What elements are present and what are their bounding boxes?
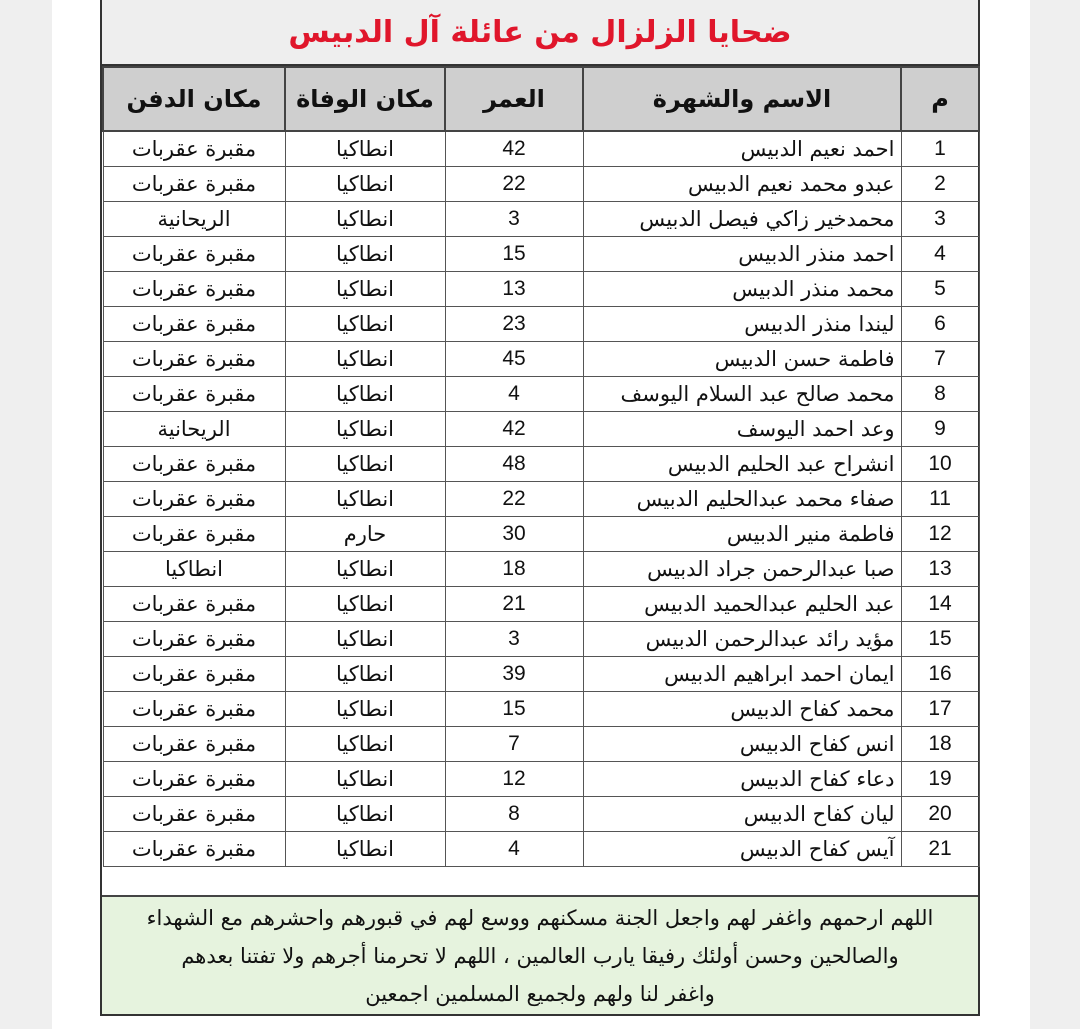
cell-death-place: انطاكيا xyxy=(285,622,445,657)
cell-burial-place: مقبرة عقربات xyxy=(103,517,285,552)
cell-burial-place: انطاكيا xyxy=(103,552,285,587)
cell-name: عبد الحليم عبدالحميد الدبيس xyxy=(583,587,901,622)
cell-burial-place: مقبرة عقربات xyxy=(103,307,285,342)
cell-name: دعاء كفاح الدبيس xyxy=(583,762,901,797)
cell-death-place: انطاكيا xyxy=(285,692,445,727)
table-row xyxy=(103,727,979,762)
cell-burial-place: مقبرة عقربات xyxy=(103,622,285,657)
cell-age: 3 xyxy=(445,202,583,237)
cell-name: مؤيد رائد عبدالرحمن الدبيس xyxy=(583,622,901,657)
cell-age: 39 xyxy=(445,657,583,692)
cell-death-place: انطاكيا xyxy=(285,167,445,202)
cell-name: صفاء محمد عبدالحليم الدبيس xyxy=(583,482,901,517)
cell-num: 12 xyxy=(901,517,979,552)
cell-age: 3 xyxy=(445,622,583,657)
cell-burial-place: مقبرة عقربات xyxy=(103,727,285,762)
cell-num: 2 xyxy=(901,167,979,202)
cell-death-place: انطاكيا xyxy=(285,272,445,307)
cell-age: 13 xyxy=(445,272,583,307)
title-bar xyxy=(102,0,978,66)
cell-death-place: انطاكيا xyxy=(285,587,445,622)
table-row xyxy=(103,272,979,307)
cell-age: 4 xyxy=(445,377,583,412)
prayer-line-2: والصالحين وحسن أولئك رفيقا يارب العالمين ، اللهم لا تحرمنا أجرهم ولا تفتنا بعدهم xyxy=(181,944,899,968)
cell-num: 8 xyxy=(901,377,979,412)
prayer-line-3: واغفر لنا ولهم ولجميع المسلمين اجمعين xyxy=(365,982,715,1006)
cell-age: 21 xyxy=(445,587,583,622)
table-row xyxy=(103,517,979,552)
cell-age: 18 xyxy=(445,552,583,587)
cell-age: 42 xyxy=(445,412,583,447)
cell-num: 17 xyxy=(901,692,979,727)
cell-burial-place: مقبرة عقربات xyxy=(103,167,285,202)
cell-num: 7 xyxy=(901,342,979,377)
cell-death-place: انطاكيا xyxy=(285,131,445,167)
header-burial-place: مكان الدفن xyxy=(103,67,285,131)
victims-table xyxy=(102,66,980,867)
table-row xyxy=(103,202,979,237)
table-row xyxy=(103,762,979,797)
cell-name: صبا عبدالرحمن جراد الدبيس xyxy=(583,552,901,587)
cell-age: 45 xyxy=(445,342,583,377)
cell-name: ليندا منذر الدبيس xyxy=(583,307,901,342)
page-title: ضحايا الزلزال من عائلة آل الدبيس xyxy=(288,14,792,50)
cell-burial-place: الريحانية xyxy=(103,202,285,237)
cell-burial-place: مقبرة عقربات xyxy=(103,692,285,727)
cell-age: 12 xyxy=(445,762,583,797)
cell-num: 16 xyxy=(901,657,979,692)
cell-death-place: انطاكيا xyxy=(285,797,445,832)
cell-age: 48 xyxy=(445,447,583,482)
cell-age: 42 xyxy=(445,131,583,167)
cell-burial-place: مقبرة عقربات xyxy=(103,587,285,622)
cell-name: احمد نعيم الدبيس xyxy=(583,131,901,167)
table-row xyxy=(103,692,979,727)
cell-num: 9 xyxy=(901,412,979,447)
cell-name: انس كفاح الدبيس xyxy=(583,727,901,762)
cell-age: 22 xyxy=(445,167,583,202)
cell-num: 19 xyxy=(901,762,979,797)
cell-num: 6 xyxy=(901,307,979,342)
cell-death-place: انطاكيا xyxy=(285,412,445,447)
cell-name: ايمان احمد ابراهيم الدبيس xyxy=(583,657,901,692)
cell-num: 21 xyxy=(901,832,979,867)
cell-num: 15 xyxy=(901,622,979,657)
header-death-place: مكان الوفاة xyxy=(285,67,445,131)
cell-death-place: انطاكيا xyxy=(285,727,445,762)
cell-burial-place: مقبرة عقربات xyxy=(103,762,285,797)
cell-name: وعد احمد اليوسف xyxy=(583,412,901,447)
cell-num: 13 xyxy=(901,552,979,587)
cell-death-place: انطاكيا xyxy=(285,377,445,412)
cell-name: احمد منذر الدبيس xyxy=(583,237,901,272)
cell-age: 22 xyxy=(445,482,583,517)
cell-num: 5 xyxy=(901,272,979,307)
cell-name: انشراح عبد الحليم الدبيس xyxy=(583,447,901,482)
cell-death-place: انطاكيا xyxy=(285,762,445,797)
cell-burial-place: مقبرة عقربات xyxy=(103,131,285,167)
cell-burial-place: مقبرة عقربات xyxy=(103,237,285,272)
cell-name: محمدخير زاكي فيصل الدبيس xyxy=(583,202,901,237)
cell-death-place: انطاكيا xyxy=(285,552,445,587)
table-row xyxy=(103,237,979,272)
cell-num: 3 xyxy=(901,202,979,237)
prayer-text-box xyxy=(102,895,978,1014)
cell-burial-place: مقبرة عقربات xyxy=(103,272,285,307)
cell-num: 20 xyxy=(901,797,979,832)
cell-name: محمد صالح عبد السلام اليوسف xyxy=(583,377,901,412)
cell-death-place: انطاكيا xyxy=(285,832,445,867)
table-row xyxy=(103,587,979,622)
cell-name: محمد منذر الدبيس xyxy=(583,272,901,307)
cell-age: 7 xyxy=(445,727,583,762)
table-row xyxy=(103,131,979,167)
cell-num: 1 xyxy=(901,131,979,167)
cell-burial-place: مقبرة عقربات xyxy=(103,482,285,517)
cell-name: آيس كفاح الدبيس xyxy=(583,832,901,867)
table-header-row xyxy=(103,67,979,131)
cell-death-place: انطاكيا xyxy=(285,657,445,692)
table-row xyxy=(103,832,979,867)
document-sheet xyxy=(100,0,980,1016)
cell-burial-place: مقبرة عقربات xyxy=(103,447,285,482)
cell-age: 4 xyxy=(445,832,583,867)
cell-death-place: انطاكيا xyxy=(285,482,445,517)
cell-death-place: انطاكيا xyxy=(285,237,445,272)
cell-name: محمد كفاح الدبيس xyxy=(583,692,901,727)
cell-num: 14 xyxy=(901,587,979,622)
cell-num: 11 xyxy=(901,482,979,517)
cell-num: 10 xyxy=(901,447,979,482)
table-row xyxy=(103,342,979,377)
header-name: الاسم والشهرة xyxy=(583,67,901,131)
header-num: م xyxy=(901,67,979,131)
table-body xyxy=(103,131,979,867)
cell-burial-place: مقبرة عقربات xyxy=(103,657,285,692)
cell-name: عبدو محمد نعيم الدبيس xyxy=(583,167,901,202)
cell-name: فاطمة حسن الدبيس xyxy=(583,342,901,377)
cell-age: 23 xyxy=(445,307,583,342)
cell-burial-place: مقبرة عقربات xyxy=(103,377,285,412)
right-margin xyxy=(1030,0,1080,1029)
table-row xyxy=(103,167,979,202)
cell-age: 15 xyxy=(445,237,583,272)
cell-death-place: انطاكيا xyxy=(285,307,445,342)
table-row xyxy=(103,657,979,692)
table-row xyxy=(103,797,979,832)
cell-num: 18 xyxy=(901,727,979,762)
cell-name: ليان كفاح الدبيس xyxy=(583,797,901,832)
cell-name: فاطمة منير الدبيس xyxy=(583,517,901,552)
cell-age: 15 xyxy=(445,692,583,727)
header-age: العمر xyxy=(445,67,583,131)
table-row xyxy=(103,622,979,657)
cell-num: 4 xyxy=(901,237,979,272)
table-row xyxy=(103,377,979,412)
left-margin xyxy=(0,0,52,1029)
cell-death-place: انطاكيا xyxy=(285,447,445,482)
cell-death-place: انطاكيا xyxy=(285,202,445,237)
cell-burial-place: مقبرة عقربات xyxy=(103,832,285,867)
table-row xyxy=(103,482,979,517)
table-row xyxy=(103,552,979,587)
table-row xyxy=(103,307,979,342)
cell-death-place: حارم xyxy=(285,517,445,552)
table-row xyxy=(103,412,979,447)
cell-age: 8 xyxy=(445,797,583,832)
cell-burial-place: الريحانية xyxy=(103,412,285,447)
cell-age: 30 xyxy=(445,517,583,552)
cell-burial-place: مقبرة عقربات xyxy=(103,342,285,377)
cell-death-place: انطاكيا xyxy=(285,342,445,377)
prayer-line-1: اللهم ارحمهم واغفر لهم واجعل الجنة مسكنهم ووسع لهم في قبورهم واحشرهم مع الشهداء xyxy=(146,906,934,930)
cell-burial-place: مقبرة عقربات xyxy=(103,797,285,832)
table-row xyxy=(103,447,979,482)
